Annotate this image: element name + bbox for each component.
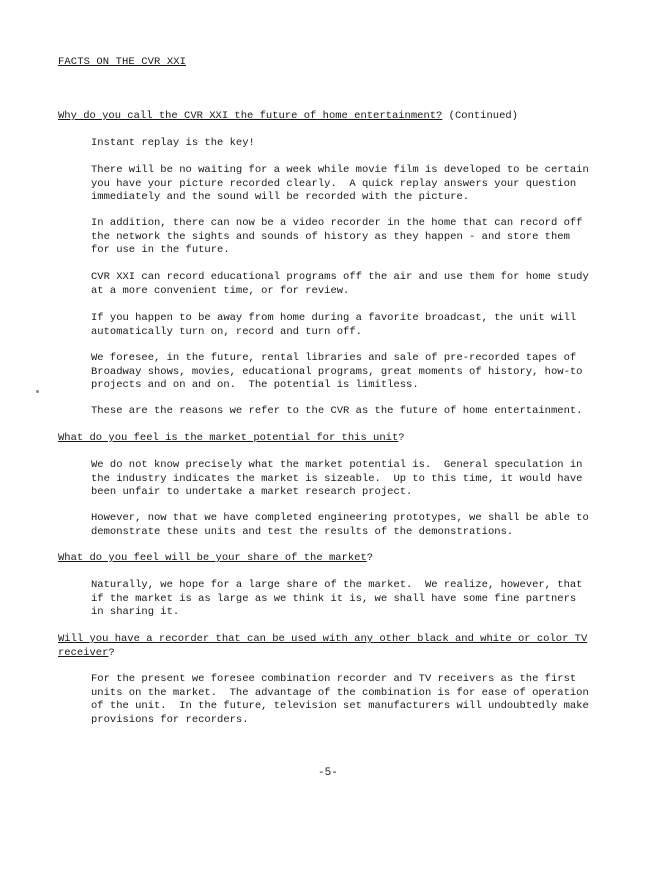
scan-speck xyxy=(36,390,39,393)
paragraph-3-1: Naturally, we hope for a large share of the market. We realize, however, that if the market is as large as we think it is, we shall have some fine partners in sharing it. xyxy=(91,579,583,618)
question-3 xyxy=(58,552,626,566)
paragraph-2-1: We do not know precisely what the market potential is. General speculation in the industry indicates the market is sizeable. Up to this time, it would have been unfair to undertake a market research project. xyxy=(91,459,583,498)
paragraph-1-4: CVR XXI can record educational programs off the air and use them for home study at a more convenient time, or for review. xyxy=(91,271,589,297)
question-4-suffix: ? xyxy=(108,646,115,659)
question-1-suffix: (Continued) xyxy=(442,110,518,122)
question-2 xyxy=(58,432,626,446)
paragraph-4-1: For the present we foresee combination recorder and TV receivers as the first units on the market. The advantage of the combination is for ease of operation of the unit. In the future, television set manufacturers will undoubtedly make provisions for recorders. xyxy=(91,673,589,726)
page-number: -5- xyxy=(318,767,338,779)
question-2-suffix: ? xyxy=(398,432,405,444)
paragraph-1-1: Instant replay is the key! xyxy=(91,137,255,149)
paragraph-1-3: In addition, there can now be a video recorder in the home that can record off the network the sights and sounds of history as they happen - and store them for use in the future. xyxy=(91,217,583,256)
question-3-suffix: ? xyxy=(366,552,374,564)
paragraph-2-2: However, now that we have completed engineering prototypes, we shall be able to demonstrate these units and test the results of the demonstrations. xyxy=(91,512,589,538)
paragraph-1-5: If you happen to be away from home during a favorite broadcast, the unit will automatically turn on, record and turn off. xyxy=(91,312,577,338)
question-1-text: Why do you call the CVR XXI the future of home entertainment? xyxy=(58,110,443,122)
question-1 xyxy=(58,110,626,124)
paragraph-1-6: We foresee, in the future, rental libraries and sale of pre-recorded tapes of Broadway shows, movies, educational programs, great moments of history, how-to projects and on and on. The potential is limitless. xyxy=(91,352,583,391)
question-4-text: Will you have a recorder that can be used with any other black and white or color TV receiver xyxy=(58,633,588,659)
document-header: FACTS ON THE CVR XXI xyxy=(58,56,187,68)
question-3-text: What do you feel will be your share of the market xyxy=(58,552,367,564)
question-4 xyxy=(58,633,626,660)
paragraph-1-7: These are the reasons we refer to the CVR as the future of home entertainment. xyxy=(91,405,583,417)
paragraph-1-2: There will be no waiting for a week while movie film is developed to be certain you have your picture recorded clearly. A quick replay answers your question immediately and the sound will be recorded with the picture. xyxy=(91,164,589,203)
question-2-text: What do you feel is the market potential for this unit xyxy=(58,432,399,444)
